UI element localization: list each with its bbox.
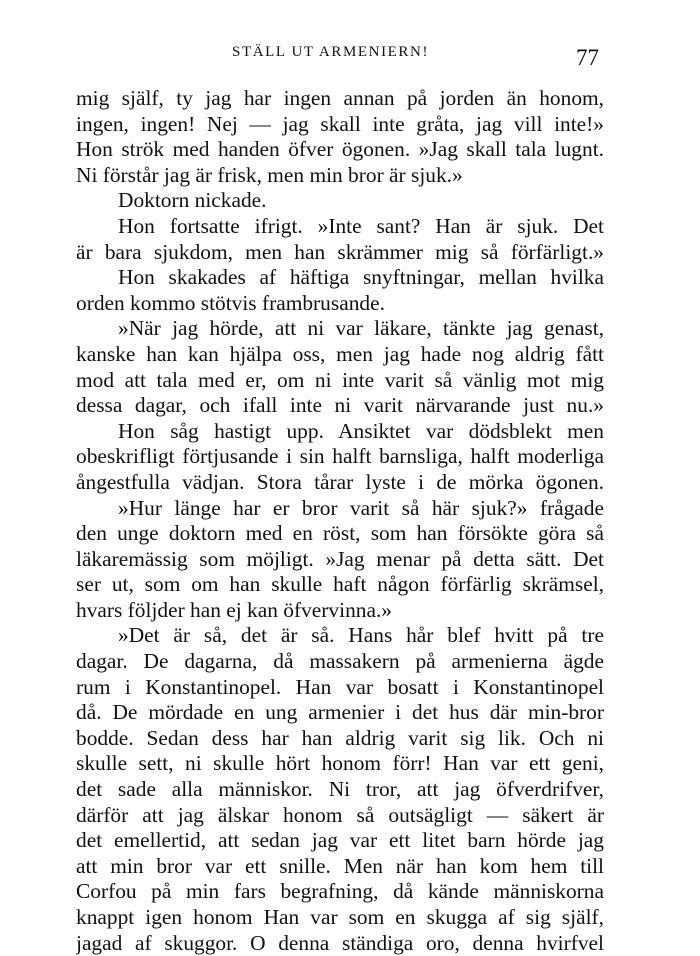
text-line: ångestfulla vädjan. Stora tårar lyste i de mörka ögonen.	[76, 469, 604, 494]
text-line: Doktorn nickade.	[118, 188, 267, 213]
text-line: rum i Konstantinopel. Han var bosatt i Konstantinopel	[76, 674, 604, 699]
text-line: obeskrifligt förtjusande i sin halft barnsliga, halft moderliga	[76, 444, 604, 469]
text-line: dagar. De dagarna, då massakern på armenierna ägde	[76, 649, 604, 674]
text-line: mod att tala med er, om ni inte varit så vänlig mot mig	[76, 367, 604, 392]
text-line: Hon såg hastigt upp. Ansiktet var dödsblekt men	[118, 418, 604, 443]
text-line: orden kommo stötvis frambrusande.	[76, 290, 385, 315]
text-line: hvars följder han ej kan öfvervinna.»	[76, 597, 392, 622]
body-text	[76, 86, 604, 956]
text-line: jagad af skuggor. O denna ständiga oro, denna hvirfvel	[76, 930, 604, 955]
text-line: Corfou på min fars begrafning, då kände människorna	[76, 879, 604, 904]
text-line: Hon strök med handen öfver ögonen. »Jag skall tala lugnt.	[76, 137, 604, 162]
text-line: »När jag hörde, att ni var läkare, tänkte jag genast,	[118, 316, 604, 341]
text-line: Hon skakades af häftiga snyftningar, mellan hvilka	[118, 265, 604, 290]
text-line: »Hur länge har er bror varit så här sjuk?» frågade	[118, 495, 604, 520]
text-line: därför att jag älskar honom så outsägligt — säkert är	[76, 802, 604, 827]
text-line: läkaremässig som möjligt. »Jag menar på detta sätt. Det	[76, 546, 604, 571]
text-line: att min bror var ett snille. Men när han kom hem till	[76, 853, 604, 878]
text-line: knappt igen honom Han var som en skugga af sig själf,	[76, 905, 604, 929]
text-line: mig själf, ty jag har ingen annan på jorden än honom,	[76, 86, 604, 110]
text-line: är bara sjukdom, men han skrämmer mig så förfärligt.»	[76, 239, 604, 264]
text-line: »Det är så, det är så. Hans hår blef hvitt på tre	[118, 623, 604, 648]
text-line: skulle sett, ni skulle hört honom förr! Han var ett geni,	[76, 751, 604, 776]
text-line: ingen, ingen! Nej — jag skall inte gråta, jag vill inte!»	[76, 111, 604, 136]
text-line: då. De mördade en ung armenier i det hus där min-bror	[76, 700, 604, 725]
text-line: det sade alla människor. Ni tror, att jag öfverdrifver,	[76, 777, 604, 802]
text-line: bodde. Sedan dess har han aldrig varit sig lik. Och ni	[76, 725, 604, 750]
text-line: kanske han kan hjälpa oss, men jag hade nog aldrig fått	[76, 341, 604, 366]
text-line: ser ut, som om han skulle haft någon förfärlig skrämsel,	[76, 572, 604, 597]
text-line: den unge doktorn med en röst, som han försökte göra så	[76, 521, 604, 546]
text-line: det emellertid, att sedan jag var ett litet barn hörde jag	[76, 828, 604, 853]
page-number: 77	[576, 45, 599, 70]
text-line: Ni förstår jag är frisk, men min bror är sjuk.»	[76, 162, 463, 187]
text-line: dessa dagar, och ifall inte ni varit närvarande just nu.»	[76, 393, 604, 418]
running-title: STÄLL UT ARMENIERN!	[232, 44, 430, 60]
text-line: Hon fortsatte ifrigt. »Inte sant? Han är sjuk. Det	[118, 213, 604, 238]
